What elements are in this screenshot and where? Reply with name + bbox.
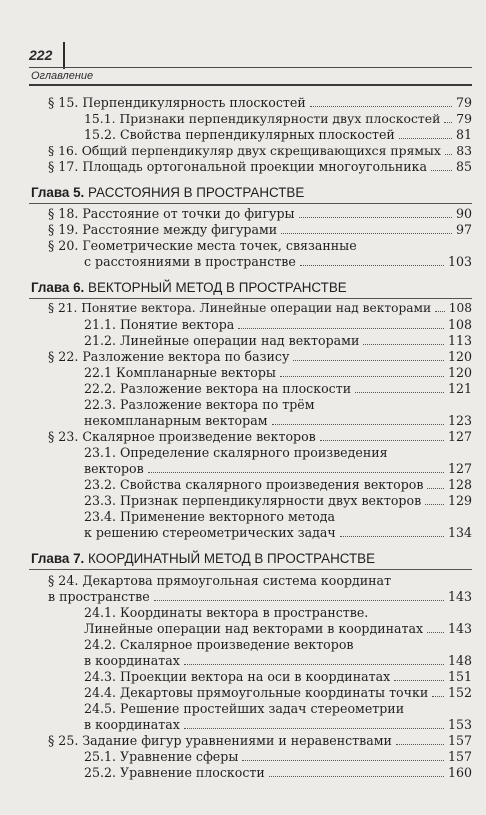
chapter-heading: Глава 6. ВЕКТОРНЫЙ МЕТОД В ПРОСТРАНСТВЕ	[31, 280, 347, 295]
toc-entry: с расстояниями в пространстве 103	[84, 254, 472, 269]
toc-entry: 21.2. Линейные операции над векторами 113	[84, 333, 472, 348]
toc-entry: 24.1. Координаты вектора в пространстве.	[84, 605, 369, 620]
toc-entry: § 21. Понятие вектора. Линейные операции над векторами 108	[48, 301, 472, 315]
toc-entry: 21.1. Понятие вектора 108	[84, 317, 472, 332]
toc-entry: векторов 127	[84, 461, 472, 476]
header-rule	[29, 67, 472, 68]
page-number: 222	[29, 47, 53, 63]
toc-entry: § 25. Задание фигур уравнениями и неравенствами 157	[48, 733, 472, 748]
toc-entry: 24.4. Декартовы прямоугольные координаты точки 152	[84, 685, 472, 700]
toc-entry: 22.1 Компланарные векторы 120	[84, 365, 472, 380]
chapter-heading: Глава 7. КООРДИНАТНЫЙ МЕТОД В ПРОСТРАНСТВЕ	[31, 551, 376, 566]
toc-entry: некомпланарным векторам 123	[84, 413, 472, 428]
toc-entry: 23.3. Признак перпендикулярности двух векторов 129	[84, 493, 472, 508]
page-header	[0, 0, 486, 96]
toc-entry: в пространстве 143	[48, 589, 472, 604]
toc-entry: 25.2. Уравнение плоскости 160	[84, 765, 472, 780]
toc-entry: 24.5. Решение простейших задач стереометрии	[84, 701, 405, 716]
toc-entry: § 19. Расстояние между фигурами 97	[48, 222, 472, 237]
toc-entry: Линейные операции над векторами в координатах 143	[84, 621, 472, 636]
toc-entry: 22.2. Разложение вектора на плоскости 121	[84, 381, 472, 396]
toc-entry: 23.2. Свойства скалярного произведения векторов 128	[84, 477, 472, 492]
toc-entry: к решению стереометрических задач 134	[84, 525, 472, 540]
header-rule-bottom	[29, 84, 472, 86]
toc-entry: § 22. Разложение вектора по базису 120	[48, 349, 472, 364]
toc-entry: в координатах 148	[84, 653, 472, 668]
toc-entry: 23.1. Определение скалярного произведения	[84, 445, 388, 460]
chapter-rule	[29, 203, 472, 204]
toc-entry: в координатах 153	[84, 717, 472, 732]
toc-entry: § 20. Геометрические места точек, связанные	[48, 238, 357, 253]
toc-entry: § 23. Скалярное произведение векторов 127	[48, 429, 472, 444]
toc-entry: 15.2. Свойства перпендикулярных плоскостей 81	[84, 127, 472, 142]
toc-entry: 24.2. Скалярное произведение векторов	[84, 637, 354, 652]
chapter-rule	[29, 569, 472, 570]
toc-entry: § 18. Расстояние от точки до фигуры 90	[48, 206, 472, 221]
toc-entry: 15.1. Признаки перпендикулярности двух плоскостей 79	[84, 111, 472, 126]
toc-entry: § 16. Общий перпендикуляр двух скрещивающихся прямых 83	[48, 143, 472, 158]
toc-entry: 25.1. Уравнение сферы 157	[84, 749, 472, 764]
toc-entry: 22.3. Разложение вектора по трём	[84, 397, 315, 412]
chapter-heading: Глава 5. РАССТОЯНИЯ В ПРОСТРАНСТВЕ	[31, 185, 305, 200]
running-title: Оглавление	[31, 70, 94, 82]
toc-entry: § 17. Площадь ортогональной проекции многоугольника 85	[48, 159, 472, 174]
header-divider	[63, 42, 65, 69]
chapter-rule	[29, 298, 472, 299]
toc-entry: § 24. Декартова прямоугольная система координат	[48, 573, 392, 588]
toc-entry: 23.4. Применение векторного метода	[84, 509, 336, 524]
toc-entry: 24.3. Проекции вектора на оси в координатах 151	[84, 669, 472, 684]
toc-entry: § 15. Перпендикулярность плоскостей 79	[48, 95, 472, 110]
